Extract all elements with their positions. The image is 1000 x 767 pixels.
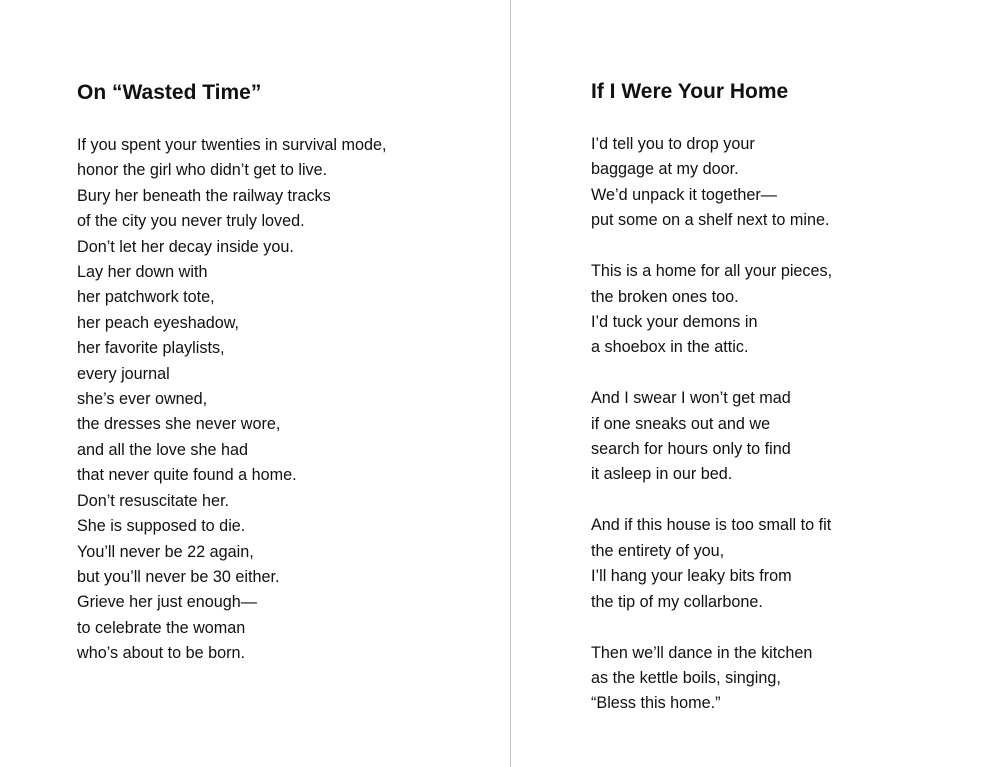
- right-page: [511, 0, 1000, 767]
- poem-line: a shoebox in the attic.: [591, 338, 749, 357]
- poem-line: who’s about to be born.: [77, 644, 245, 663]
- poem-line: Then we’ll dance in the kitchen: [591, 643, 813, 662]
- poem-line: of the city you never truly loved.: [77, 212, 305, 231]
- poem-line: “Bless this home.”: [591, 694, 721, 713]
- poem-line: Lay her down with: [77, 263, 208, 282]
- poem-line: but you’ll never be 30 either.: [77, 567, 280, 586]
- poem-line: put some on a shelf next to mine.: [591, 211, 830, 230]
- poem-line: I’d tuck your demons in: [591, 312, 758, 331]
- poem-line: her patchwork tote,: [77, 288, 215, 307]
- poem-line: She is supposed to die.: [77, 517, 246, 536]
- poem-line: honor the girl who didn’t get to live.: [77, 161, 328, 180]
- poem-line: If you spent your twenties in survival mode,: [77, 136, 387, 154]
- poem-line: she’s ever owned,: [77, 390, 208, 409]
- stanza: [591, 259, 1000, 361]
- poem-line: and all the love she had: [77, 440, 248, 459]
- poem-line: if one sneaks out and we: [591, 414, 771, 433]
- poem-line: baggage at my door.: [591, 160, 739, 179]
- stanza: [591, 386, 1000, 488]
- poem-line: Bury her beneath the railway tracks: [77, 186, 331, 205]
- poem-line: the tip of my collarbone.: [591, 592, 763, 611]
- poem-line: as the kettle boils, singing,: [591, 668, 781, 687]
- poem-line: You’ll never be 22 again,: [77, 542, 254, 561]
- poem-body: [77, 133, 510, 667]
- poem-line: Don’t let her decay inside you.: [77, 237, 294, 256]
- stanza: [591, 132, 1000, 234]
- poem-line: the entirety of you,: [591, 541, 725, 560]
- poem-line: Grieve her just enough—: [77, 593, 257, 612]
- poem-title: On “Wasted Time”: [77, 81, 262, 104]
- stanza: [77, 133, 510, 667]
- poem-line: I’d tell you to drop your: [591, 135, 755, 153]
- poem-line: We’d unpack it together—: [591, 185, 777, 204]
- poem-line: the broken ones too.: [591, 287, 739, 306]
- poem-line: I’ll hang your leaky bits from: [591, 567, 792, 586]
- stanza: [591, 513, 1000, 615]
- poem-line: that never quite found a home.: [77, 466, 297, 485]
- poem-line: And if this house is too small to fit: [591, 516, 832, 535]
- stanza: [591, 641, 1000, 717]
- poem-line: her peach eyeshadow,: [77, 313, 239, 332]
- poem-line: search for hours only to find: [591, 440, 791, 459]
- poem-title: If I Were Your Home: [591, 80, 789, 103]
- poem-line: it asleep in our bed.: [591, 465, 733, 484]
- poem-line: her favorite playlists,: [77, 339, 225, 358]
- poem-line: the dresses she never wore,: [77, 415, 281, 434]
- poem-line: And I swear I won’t get mad: [591, 389, 791, 408]
- poem-line: Don’t resuscitate her.: [77, 491, 230, 510]
- poem-line: every journal: [77, 364, 170, 383]
- poem-line: This is a home for all your pieces,: [591, 262, 833, 281]
- poem-body: [591, 132, 1000, 717]
- poem-line: to celebrate the woman: [77, 618, 246, 637]
